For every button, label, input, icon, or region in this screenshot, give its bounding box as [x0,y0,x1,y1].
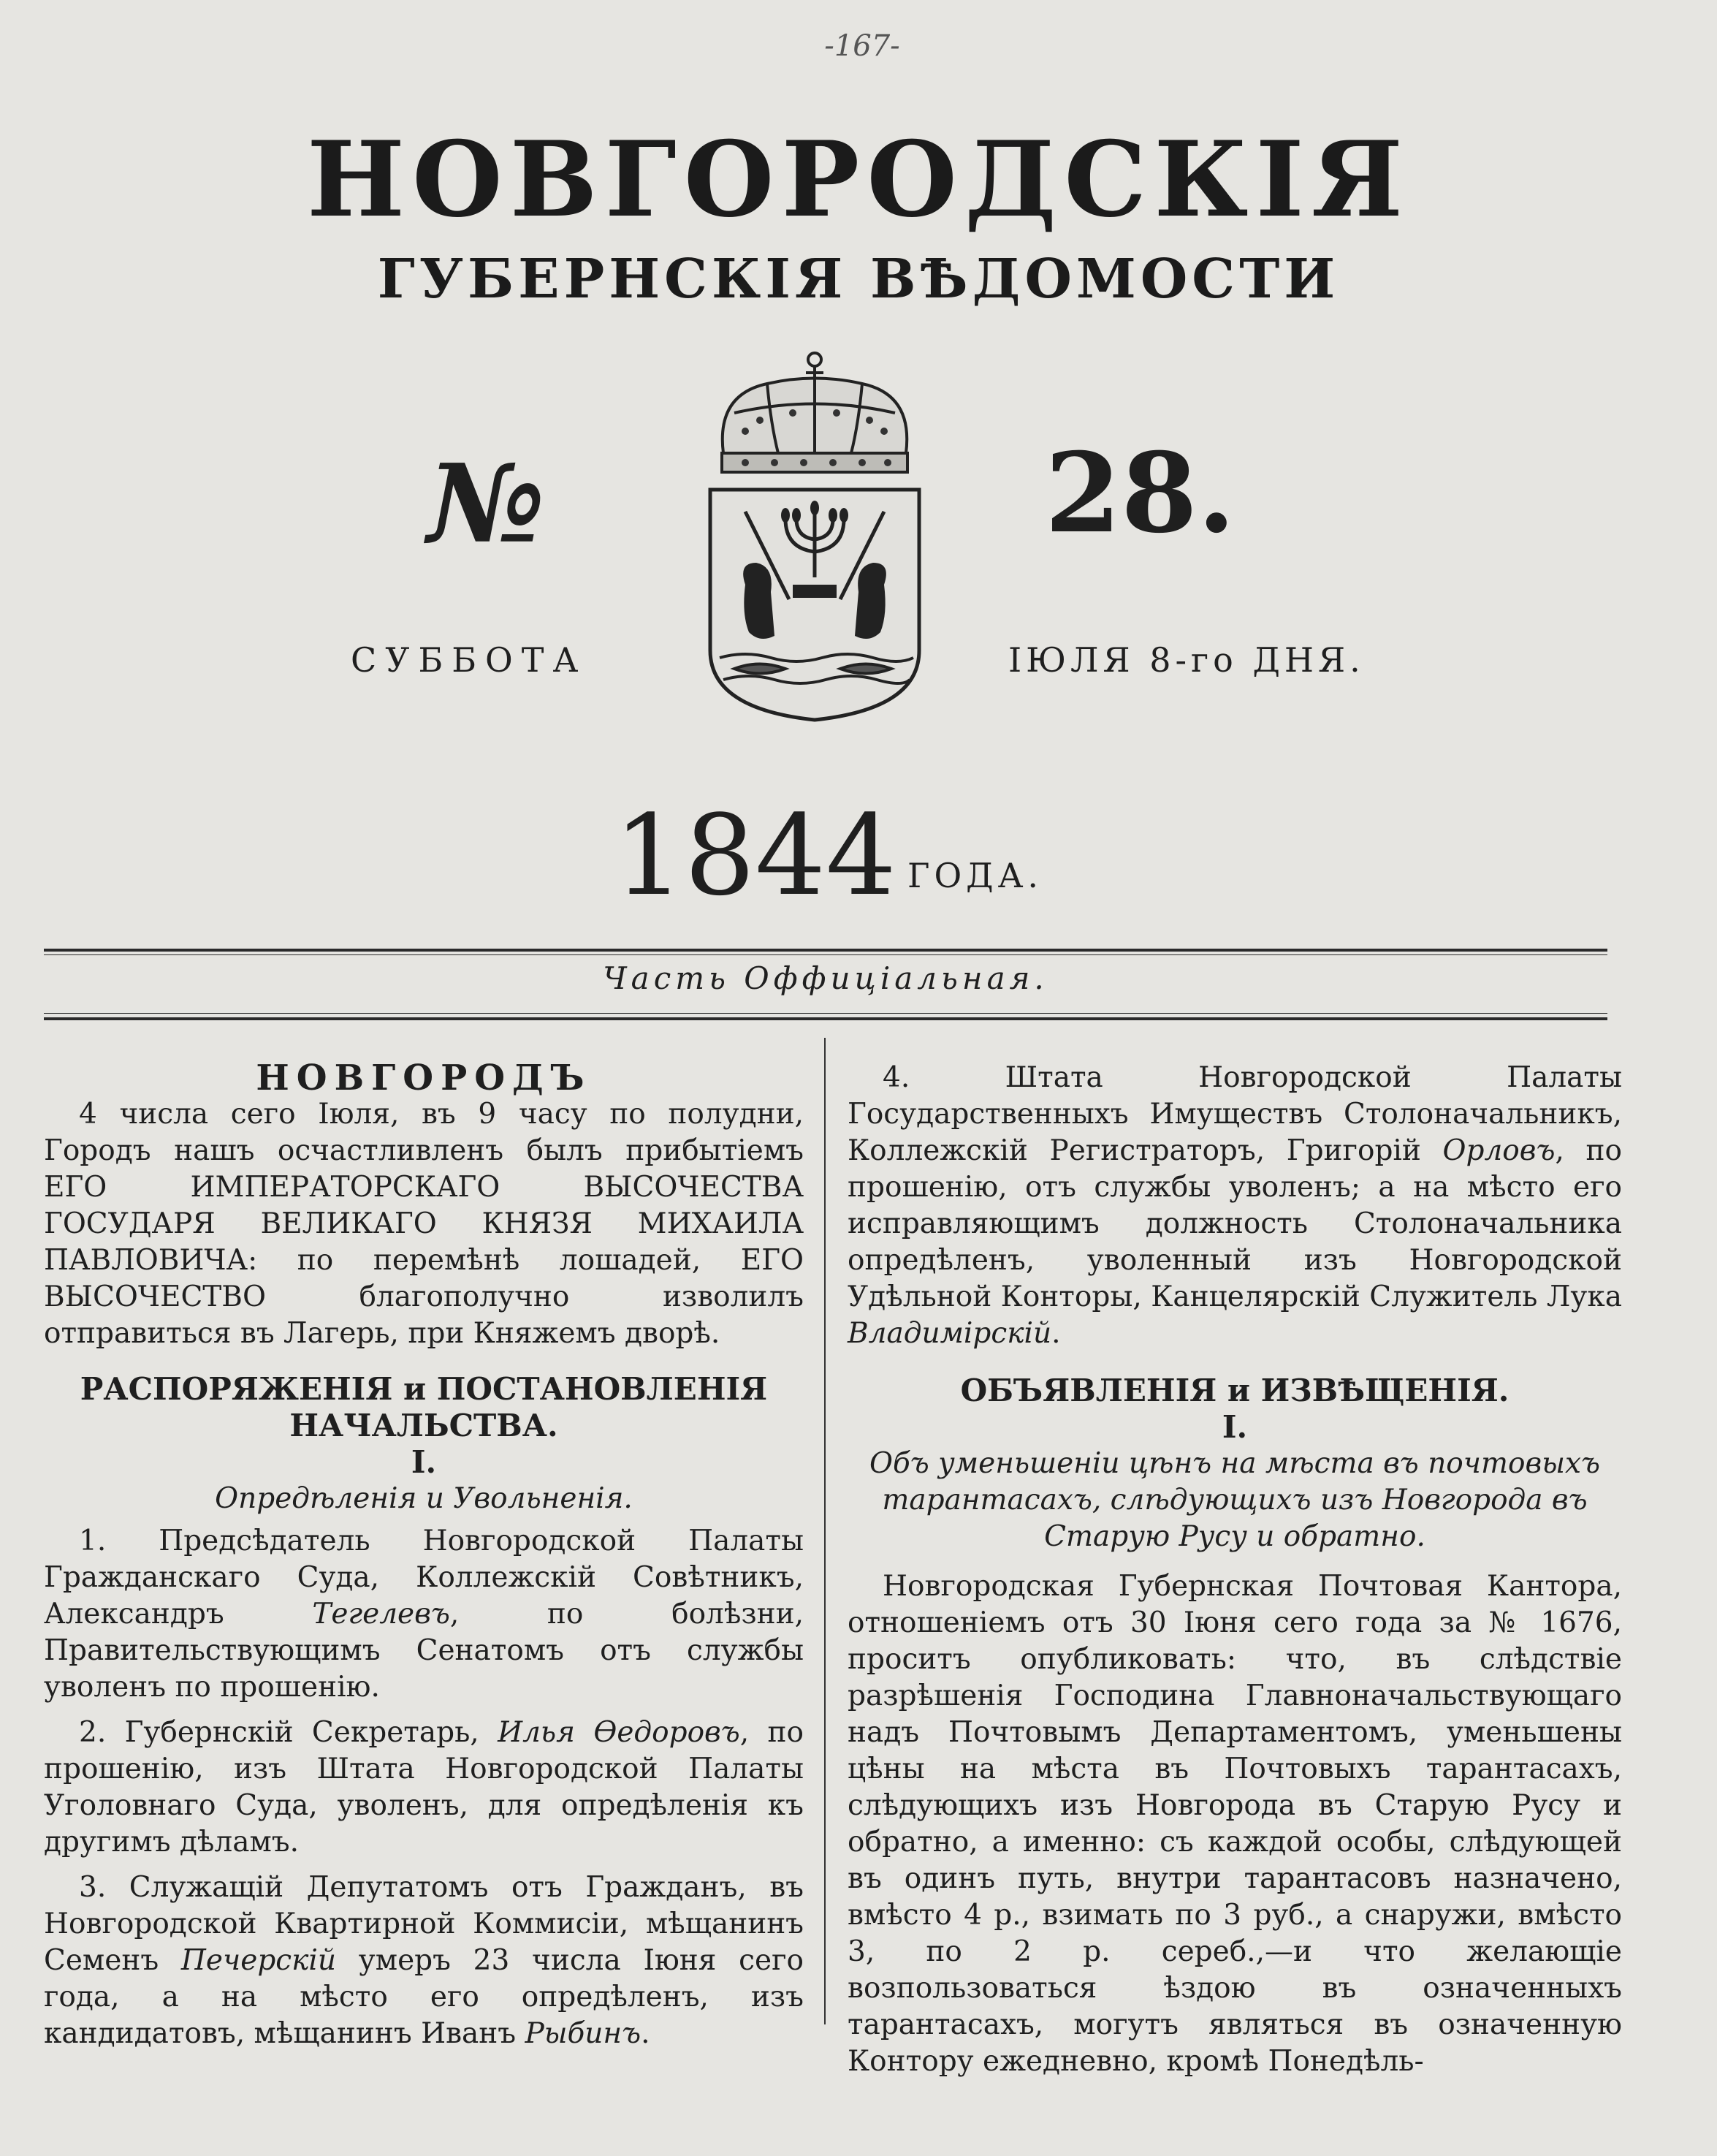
year-word: ГОДА. [907,856,1043,895]
announcement-text: Новгородская Губернская Почтовая Кантора, отношеніемъ отъ 30 Іюня сего года за № 1676, проситъ опубликовать: что, въ слѣдствіе разрѣшенія Господина Главноначальствующаго надъ Почтовымъ Департаментомъ, уменьшены цѣны на мѣста въ Почтовыхъ тарантасахъ, слѣдующихъ изъ Новгорода въ Старую Русу и обратно, а именно: съ каждой особы, слѣдующей въ одинъ путь, внутри тарантасовъ назначено, вмѣсто 4 р., взимать по 3 руб., а снаружи, вмѣсто 3, по 2 р. сереб.,—и что желающіе возпользоваться ѣздою въ означенныхъ тарантасахъ, могутъ являться въ означенную Контору ежедневно, кромѣ Понедѣль- [848,1570,1622,2078]
coat-of-arms-emblem [701,343,928,724]
order-item-4: 4. Штата Новгородской Палаты Государственныхъ Имуществъ Столоначальникъ, Коллежскій Регистраторъ, Григорій Орловъ, по прошенію, отъ службы уволенъ; а на мѣсто его исправляющимъ должность Столоначальника опредѣленъ, уволенный изъ Новгородской Удѣльной Конторы, Канцелярскій Служитель Лука Владимірскій. [848,1061,1622,1350]
orders-subheading: Опредѣленія и Увольненія. [215,1482,633,1515]
newspaper-title: НОВГОРОДСКІЯ [306,119,1411,240]
city-news: 4 числа сего Іюля, въ 9 часу по полудни, Городъ нашъ осчастливленъ былъ прибытіемъ ЕГО ИМПЕРАТОРСКАГО ВЫСОЧЕСТВА ГОСУДАРЯ ВЕЛИКАГО КНЯЗЯ МИХАИЛА ПАВЛОВИЧА: по перемѣнѣ лошадей, ЕГО ВЫСОЧЕСТВО благополучно изволилъ отправиться въ Лагерь, при Княжемъ дворѣ. [44,1098,804,1350]
page-number: -167- [824,29,900,63]
number-sign: № [427,440,545,567]
orders-roman: I. [411,1444,437,1480]
top-rule [44,949,1607,952]
newspaper-subtitle: ГУБЕРНСКІЯ ВѢДОМОСТИ [377,248,1340,311]
column-divider [824,1038,826,2024]
issue-number: 28. [1045,429,1236,558]
announcement-subheading: Объ уменьшеніи цѣнъ на мѣста въ почтовыхъ тарантасахъ, слѣдующихъ изъ Новгорода въ Старую Русу и обратно. [869,1447,1600,1553]
left-column [44,1060,804,2052]
section-rule-thin [44,1013,1607,1014]
top-rule-thin [44,954,1607,955]
order-item-1: 1. Предсѣдатель Новгородской Палаты Гражданскаго Суда, Коллежскій Совѣтникъ, Александръ Тегелевъ, по болѣзни, Правительствующимъ Сенатомъ отъ службы уволенъ по прошенію. [44,1525,804,1704]
announcements-heading: ОБЪЯВЛЕНІЯ и ИЗВѢЩЕНІЯ. [960,1373,1509,1408]
order-item-3: 3. Служащій Депутатомъ отъ Гражданъ, въ Новгородской Квартирной Коммисіи, мѣщанинъ Семенъ Печерскій умеръ 23 числа Іюня сего года, а на мѣсто его опредѣленъ, изъ кандидатовъ, мѣщанинъ Иванъ Рыбинъ. [44,1871,804,2050]
issue-year: 1844 [614,791,896,920]
weekday: СУББОТА [351,640,587,680]
orders-heading: РАСПОРЯЖЕНІЯ и ПОСТАНОВЛЕНІЯ НАЧАЛЬСТВА. [80,1371,768,1443]
issue-date: ІЮЛЯ 8-го ДНЯ. [1008,640,1365,680]
section-rule [44,1017,1607,1020]
city-heading: НОВГОРОДЪ [256,1058,592,1098]
right-column [848,1060,1622,2080]
part-title: Часть Оффиціальная. [603,960,1048,996]
order-item-2: 2. Губернскій Секретарь, Илья Ѳедоровъ, по прошенію, изъ Штата Новгородской Палаты Уголовнаго Суда, уволенъ, для опредѣленія къ другимъ дѣламъ. [44,1716,804,1859]
announcements-roman: I. [1222,1409,1248,1445]
